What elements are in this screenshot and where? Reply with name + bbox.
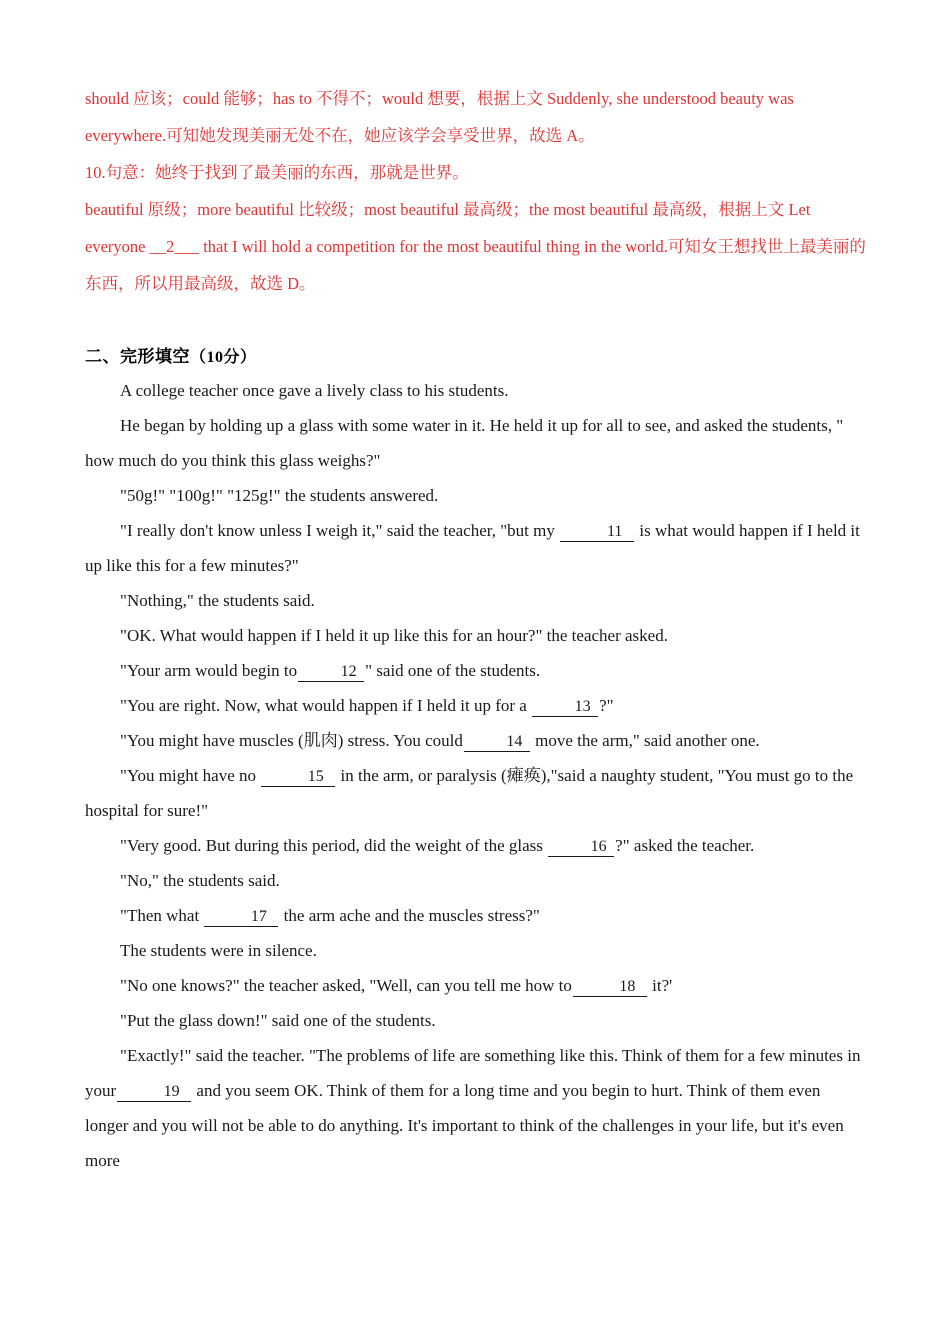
paragraph-text-pre: "You are right. Now, what would happen if I held it up for a: [120, 696, 532, 715]
paragraph-text-pre: "You might have muscles (肌肉) stress. You could: [120, 731, 463, 750]
cloze-paragraph: [85, 653, 867, 688]
cloze-blank-15[interactable]: 15: [261, 769, 335, 787]
paragraph-text-pre: "Very good. But during this period, did the weight of the glass: [120, 836, 548, 855]
paragraph-text-post: and you seem OK. Think of them for a long time and you begin to hurt. Think of them even longer and you will not be able to do anything. It's important to think of the challenges in your life, but it's even more: [85, 1081, 844, 1170]
paragraph-text: A college teacher once gave a lively class to his students.: [120, 381, 509, 400]
paragraph-text: The students were in silence.: [120, 941, 317, 960]
paragraph-text-pre: "I really don't know unless I weigh it," said the teacher, "but my: [120, 521, 560, 540]
cloze-paragraph: [85, 373, 867, 408]
paragraph-text-post: in the arm, or paralysis (瘫痪),"said a naughty student, "You must go to the hospital for sure!": [85, 766, 854, 820]
paragraph-text-post: is what would happen if I held it up like this for a few minutes?": [85, 521, 860, 575]
cloze-paragraph: [85, 898, 867, 933]
cloze-blank-18[interactable]: 18: [573, 979, 647, 997]
answer-explanation-line-1: should 应该；could 能够；has to 不得不；would 想要，根据上文 Suddenly, she understood beauty was everywhere.可知她发现美丽无处不在，她应该学会享受世界，故选 A。: [85, 89, 794, 145]
section-heading: [85, 342, 867, 367]
cloze-paragraph: [85, 968, 867, 1003]
paragraph-text-post: it?': [647, 976, 673, 995]
paragraph-text: "50g!" "100g!" "125g!" the students answered.: [120, 486, 439, 505]
paragraph-text-pre: "No one knows?" the teacher asked, "Well, can you tell me how to: [120, 976, 572, 995]
paragraph-text: "No," the students said.: [120, 871, 280, 890]
cloze-passage: [85, 373, 867, 1178]
page-content: [85, 80, 867, 1178]
cloze-paragraph: [85, 1038, 867, 1178]
paragraph-text-pre: "Exactly!" said the teacher. "The problems of life are something like this. Think of them for a few minutes in your: [85, 1046, 861, 1100]
paragraph-text: "Nothing," the students said.: [120, 591, 315, 610]
paragraph-text-pre: "Your arm would begin to: [120, 661, 298, 680]
paragraph-text-pre: "Then what: [120, 906, 204, 925]
cloze-paragraph: [85, 688, 867, 723]
cloze-paragraph: [85, 583, 867, 618]
cloze-paragraph: [85, 1003, 867, 1038]
cloze-blank-14[interactable]: 14: [464, 734, 530, 752]
cloze-paragraph: [85, 478, 867, 513]
paragraph-text: "OK. What would happen if I held it up like this for an hour?" the teacher asked.: [120, 626, 668, 645]
cloze-paragraph: [85, 408, 867, 478]
cloze-blank-11[interactable]: 11: [560, 524, 634, 542]
section-heading-label: 二、完形填空: [85, 347, 190, 367]
cloze-paragraph: [85, 828, 867, 863]
cloze-blank-19[interactable]: 19: [117, 1084, 191, 1102]
cloze-blank-16[interactable]: 16: [548, 839, 614, 857]
cloze-paragraph: [85, 618, 867, 653]
cloze-paragraph: [85, 723, 867, 758]
cloze-blank-12[interactable]: 12: [298, 664, 364, 682]
paragraph-text-post: the arm ache and the muscles stress?": [279, 906, 540, 925]
cloze-paragraph: [85, 863, 867, 898]
cloze-paragraph: [85, 758, 867, 828]
paragraph-text-post: ?": [599, 696, 614, 715]
answer-explanation-line-3: beautiful 原级；more beautiful 比较级；most beautiful 最高级；the most beautiful 最高级，根据上文 Let everyone __2___ that I will hold a competition for the most beautiful thing in the world.可知女王想找世上最美丽的东西，所以用最高级，故选 D。: [85, 200, 866, 293]
paragraph-text-post: ?" asked the teacher.: [615, 836, 755, 855]
paragraph-text-pre: "You might have no: [120, 766, 261, 785]
cloze-blank-13[interactable]: 13: [532, 699, 598, 717]
paragraph-text-post: move the arm," said another one.: [530, 731, 760, 750]
answer-explanation-line-2: 10.句意：她终于找到了最美丽的东西，那就是世界。: [85, 163, 469, 182]
paragraph-text: He began by holding up a glass with some water in it. He held it up for all to see, and asked the students, " how much do you think this glass weighs?": [85, 416, 844, 470]
answer-explanation-block: [85, 80, 867, 302]
cloze-blank-17[interactable]: 17: [204, 909, 278, 927]
paragraph-text-post: " said one of the students.: [365, 661, 541, 680]
cloze-paragraph: [85, 513, 867, 583]
paragraph-text: "Put the glass down!" said one of the students.: [120, 1011, 436, 1030]
section-heading-score: （10分）: [190, 349, 257, 366]
cloze-paragraph: [85, 933, 867, 968]
